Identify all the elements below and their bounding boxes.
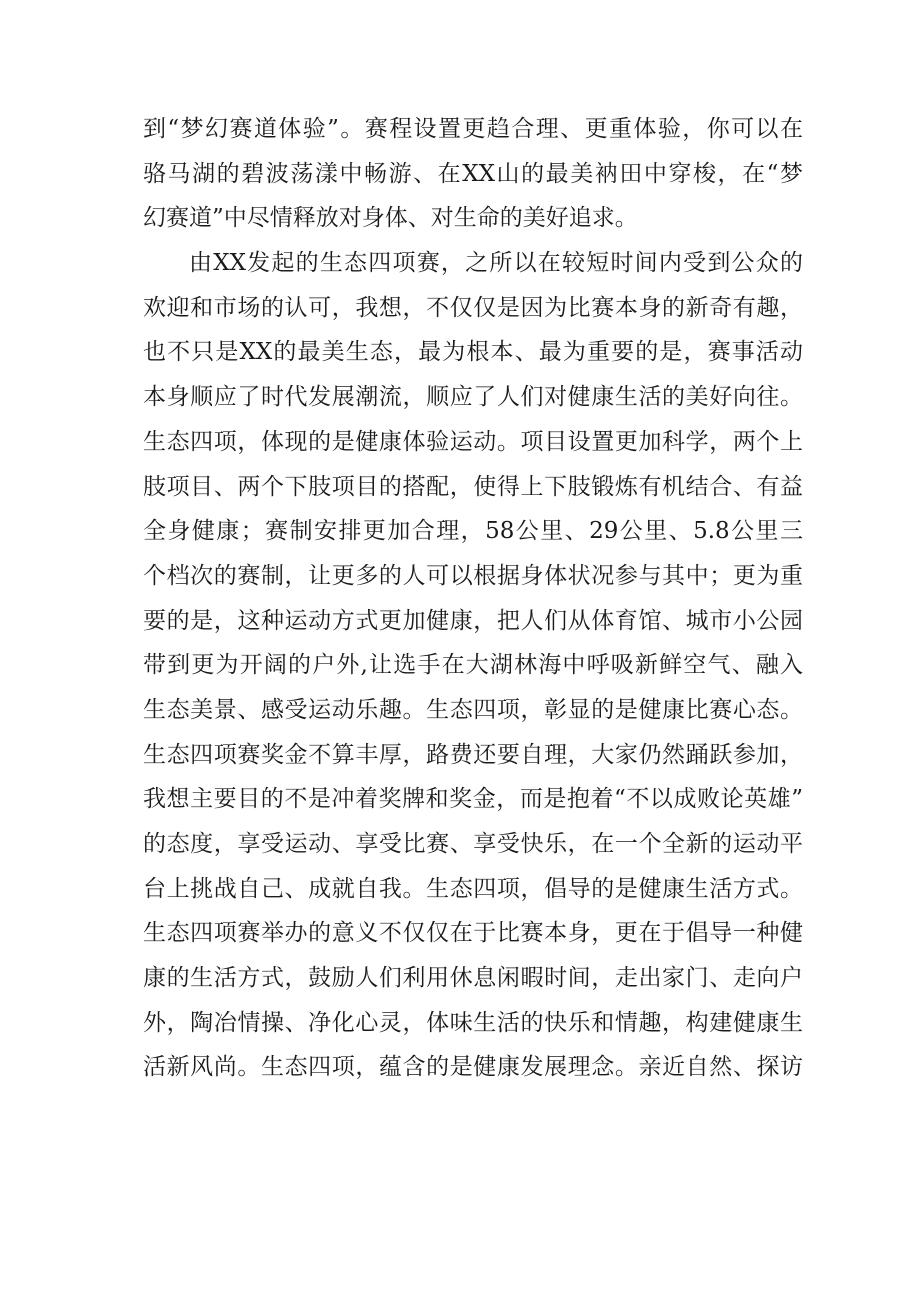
text-line: 康的生活方式，鼓励人们利用休息闲暇时间，走出家门、走向户: [143, 965, 803, 992]
text-line: 肢项目、两个下肢项目的搭配，使得上下肢锻炼有机结合、有益: [143, 473, 803, 500]
text-line: 个档次的赛制，让更多的人可以根据身体状况参与其中；更为重: [143, 562, 803, 589]
text-line: 外，陶冶情操、净化心灵，体味生活的快乐和情趣，构建健康生: [143, 1009, 803, 1036]
text-line: 要的是，这种运动方式更加健康，把人们从体育馆、城市小公园: [143, 607, 803, 634]
text-line: 生态四项赛举办的意义不仅仅在于比赛本身，更在于倡导一种健: [143, 920, 803, 947]
text-line: 也不只是XX的最美生态，最为根本、最为重要的是，赛事活动: [143, 339, 803, 366]
text-line: 我想主要目的不是冲着奖牌和奖金，而是抱着“不以成败论英雄”: [143, 786, 803, 813]
text-line: 全身健康；赛制安排更加合理，58公里、29公里、5.8公里三: [143, 518, 803, 545]
text-line: 骆马湖的碧波荡漾中畅游、在XX山的最美衲田中穿梭，在“梦: [143, 160, 803, 187]
text-line: 生态美景、感受运动乐趣。生态四项，彰显的是健康比赛心态。: [143, 696, 803, 723]
text-line: 活新风尚。生态四项，蕴含的是健康发展理念。亲近自然、探访: [143, 1054, 803, 1081]
text-line: 欢迎和市场的认可，我想，不仅仅是因为比赛本身的新奇有趣，: [143, 294, 803, 321]
text-line: 的态度，享受运动、享受比赛、享受快乐，在一个全新的运动平: [143, 831, 803, 857]
text-line: 到“梦幻赛道体验”。赛程设置更趋合理、更重体验，你可以在: [143, 116, 803, 142]
text-line: 生态四项赛奖金不算丰厚，路费还要自理，大家仍然踊跃参加，: [143, 741, 803, 768]
text-line: 带到更为开阔的户外,让选手在大湖林海中呼吸新鲜空气、融入: [143, 652, 803, 679]
body-text: [143, 107, 803, 1090]
text-line: 本身顺应了时代发展潮流，顺应了人们对健康生活的美好向往。: [143, 384, 803, 411]
text-line: 生态四项，体现的是健康体验运动。项目设置更加科学，两个上: [143, 428, 803, 455]
paragraph-first-line: 由XX发起的生态四项赛，之所以在较短时间内受到公众的: [189, 250, 803, 277]
text-line: 台上挑战自己、成就自我。生态四项，倡导的是健康生活方式。: [143, 875, 803, 902]
text-line: 幻赛道”中尽情释放对身体、对生命的美好追求。: [143, 205, 638, 232]
